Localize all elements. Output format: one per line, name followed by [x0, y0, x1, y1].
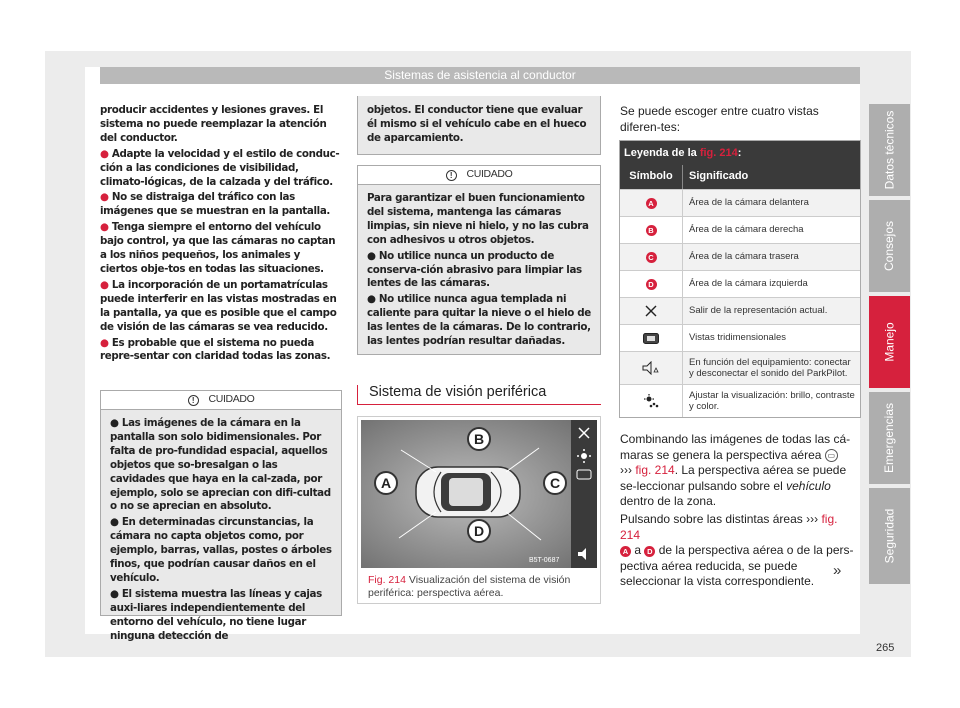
right-intro: Se puede escoger entre cuatro vistas diferen-tes: [620, 104, 819, 134]
tab-consejos[interactable]: Consejos [869, 200, 910, 292]
caution-box-mid [357, 165, 601, 355]
table-row: En función del equipamiento: conectar y desconectar el sonido del ParkPilot. [620, 351, 860, 384]
col-header-meaning: Significado [689, 170, 749, 182]
callout-d-icon: D [646, 279, 657, 290]
caution-icon: ! [188, 395, 199, 406]
list-item: ● Las imágenes de la cámara en la pantalla son solo bidimensionales. Por falta de pro-fundidad espacial, aquellos objetos que so-bresalgan o las cavidades que haya en la cal-zada, por ejemplo, solo se aprecian con difi-cultad o no se aprecian en absoluto. [110, 417, 331, 513]
page-number: 265 [876, 642, 895, 654]
caution-icon: ! [446, 170, 457, 181]
tab-datos-tecnicos[interactable]: Datos técnicos [869, 104, 910, 196]
table-row: B Área de la cámara derecha [620, 216, 860, 243]
tab-manejo[interactable]: Manejo [869, 296, 910, 388]
bullet-icon: ● [367, 293, 379, 306]
list-item: ● El sistema muestra las líneas y cajas auxi-liares independientemente del entorno del vehículo, no tiene lugar ninguna detección de [110, 587, 322, 642]
legend-table [619, 140, 861, 418]
bullet-icon: ● [100, 147, 112, 160]
table-row: C Área de la cámara trasera [620, 243, 860, 270]
bullet-icon: ● [100, 191, 112, 204]
close-icon [645, 305, 657, 317]
list-item: ● No utilice nunca un producto de conserva-ción abrasivo para limpiar las lentes de las cámaras. [367, 249, 582, 290]
callout-a-icon: A [620, 546, 631, 557]
area-d-callout[interactable]: D [467, 519, 491, 543]
area-b-callout[interactable]: B [467, 427, 491, 451]
bullet-icon: ● [110, 516, 122, 529]
list-item: ● No utilice nunca agua templada ni caliente para quitar la nieve o el hielo de las lentes de la cámaras. De lo contrario, las lentes podrían resultar dañadas. [367, 293, 591, 348]
left-column [100, 104, 340, 366]
tab-emergencias[interactable]: Emergencias [869, 392, 910, 484]
aerial-view-icon: ▭ [825, 449, 838, 462]
bullet-icon: ● [100, 221, 112, 234]
caution-title: ! CUIDADO [358, 166, 600, 185]
table-row: D Área de la cámara izquierda [620, 270, 860, 297]
list-item: ● Tenga siempre el entorno del vehículo bajo control, ya que las cámaras no captan a los niños pequeños, los animales y ciertos obje-tos en todas las situaciones. [100, 221, 336, 275]
caution-intro: Para garantizar el buen funcionamiento del sistema, mantenga las cámaras limpias, sin nieve ni hielo, y no las cubra con adhesivos u otros objetos. [367, 192, 589, 246]
callout-d-icon: D [644, 546, 655, 557]
area-c-callout[interactable]: C [543, 471, 567, 495]
paragraph-select-area: Pulsando sobre las distintas áreas ››› fig. 214 A a D de la perspectiva aérea o de la pers-pectiva aérea reducida, se puede seleccionar la vista correspondiente. [620, 512, 854, 589]
table-row: A Área de la cámara delantera [620, 189, 860, 216]
callout-b-icon: B [646, 225, 657, 236]
figure-link[interactable]: fig. 214 [635, 463, 675, 478]
bullet-icon: ● [110, 417, 122, 429]
legend-header-row [620, 165, 860, 189]
bullet-icon: ● [100, 278, 112, 291]
area-a-callout[interactable]: A [374, 471, 398, 495]
callout-c-icon: C [646, 252, 657, 263]
bullet-icon: ● [110, 587, 122, 600]
legend-title: Leyenda de la fig. 214: [620, 141, 860, 165]
callout-a-icon: A [646, 198, 657, 209]
figure-214 [357, 416, 601, 604]
bullet-icon: ● [100, 336, 112, 349]
figure-code: B5T-0687 [529, 557, 560, 564]
caution-title: ! CUIDADO [101, 391, 341, 410]
tab-seguridad[interactable]: Seguridad [869, 488, 910, 584]
car-top-view[interactable] [416, 467, 520, 517]
list-item: ● Adapte la velocidad y el estilo de conduc-ción a las condiciones de visibilidad, climato-lógicas, de la calzada y del tráfico. [100, 147, 340, 188]
paragraph-aerial-view: Combinando las imágenes de todas las cá-maras se genera la perspectiva aérea ▭ ››› fig. 214. La perspectiva aérea se puede se-leccionar pulsando sobre el vehículo dentro de la zona. [620, 432, 851, 509]
left-intro: producir accidentes y lesiones graves. El sistema no puede reemplazar la atención del conductor. [100, 104, 327, 144]
page-header: Sistemas de asistencia al conductor [100, 67, 860, 84]
caution-box-left [100, 390, 342, 642]
list-item: ● Es probable que el sistema no pueda repre-sentar con claridad todas las zonas. [100, 336, 331, 363]
brightness-icon [643, 394, 659, 408]
col-header-symbol: Símbolo [620, 165, 683, 189]
figure-link[interactable]: fig. 214 [620, 512, 838, 542]
3d-view-icon [643, 333, 659, 344]
table-row: Ajustar la visualización: brillo, contraste y color. [620, 384, 860, 417]
list-item: ● No se distraiga del tráfico con las imágenes que se muestran en la pantalla. [100, 191, 330, 218]
list-item: ● La incorporación de un portamatrículas puede interferir en las vistas mostradas en la pantalla, ya que es posible que el campo de visión de las cámaras se vea reducido. [100, 278, 337, 333]
continue-arrow: » [833, 562, 842, 579]
table-row: Vistas tridimensionales [620, 324, 860, 351]
mid-intro: objetos. El conductor tiene que evaluar él mismo si el vehículo cabe en el hueco de aparcamiento. [367, 104, 587, 144]
sound-icon [642, 361, 660, 375]
list-item: ● En determinadas circunstancias, la cámara no capta objetos como, por ejemplo, barras, vallas, postes o árboles finos, que podrían causar daños en el vehículo. [110, 516, 332, 584]
figure-caption: Fig. 214 Visualización del sistema de visión periférica: perspectiva aérea. [368, 574, 571, 599]
caution-box-continued [357, 96, 601, 155]
bullet-icon: ● [367, 249, 379, 262]
section-title: Sistema de visión periférica [357, 385, 601, 405]
figure-image [361, 420, 597, 568]
table-row: Salir de la representación actual. [620, 297, 860, 324]
